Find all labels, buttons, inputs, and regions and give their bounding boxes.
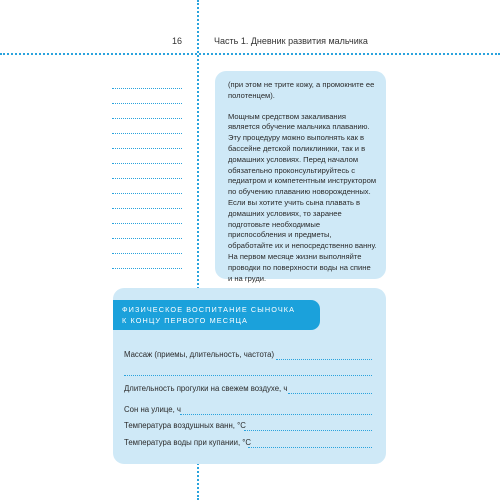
note-line xyxy=(112,103,182,104)
note-line xyxy=(112,178,182,179)
field-label-bath-water-temperature: Температура воды при купании, °С xyxy=(124,438,252,447)
note-line xyxy=(112,88,182,89)
text-paragraph-2: Мощным средством закаливания является обучение мальчика плаванию. Эту процедуру можно выполнять как в бассейне детской поликлиники, так и в домашних условиях. Перед началом обязательно проконсультируйтесь с педиатром и компетентным инструктором по обучению плаванию новорожденных. Если вы хотите учить сына плавать в домашних условиях, то заранее подготовьте необходимые приспособления и предметы, обработайте их и непосредственно ванну. На первом месяце жизни выполняйте проводки по поверхности воды на спине и на груди. xyxy=(228,111,377,283)
field-label-massage: Массаж (приемы, длительность, частота) xyxy=(124,350,275,359)
form-header xyxy=(113,300,320,330)
note-line xyxy=(112,133,182,134)
note-line xyxy=(112,238,182,239)
note-line xyxy=(112,118,182,119)
info-text-box xyxy=(215,71,386,283)
text-paragraph-1: (при этом не трите кожу, а промокните ее полотенцем). xyxy=(228,80,375,100)
note-line xyxy=(112,148,182,149)
field-label-air-bath-temperature: Температура воздушных ванн, °С xyxy=(124,421,246,430)
note-line xyxy=(112,193,182,194)
field-fill-line-walk-duration[interactable] xyxy=(288,393,372,394)
note-line xyxy=(112,163,182,164)
note-line xyxy=(112,268,182,269)
field-fill-line-outdoor-sleep[interactable] xyxy=(180,414,372,415)
note-line xyxy=(112,208,182,209)
field-fill-line-bath-water-temperature[interactable] xyxy=(248,447,372,448)
field-fill-line-massage[interactable] xyxy=(276,359,372,360)
horizontal-dotted-rule xyxy=(0,53,500,55)
running-title: Часть 1. Дневник развития мальчика xyxy=(214,36,368,46)
page-number: 16 xyxy=(172,36,183,46)
field-label-outdoor-sleep: Сон на улице, ч xyxy=(124,405,181,414)
note-line xyxy=(112,223,182,224)
form-header-line-2: К КОНЦУ ПЕРВОГО МЕСЯЦА xyxy=(122,316,248,325)
field-fill-line-massage-extra[interactable] xyxy=(124,375,372,376)
form-header-line-1: ФИЗИЧЕСКОЕ ВОСПИТАНИЕ СЫНОЧКА xyxy=(122,305,296,314)
note-line xyxy=(112,253,182,254)
development-form-panel xyxy=(113,288,386,464)
field-label-walk-duration: Длительность прогулки на свежем воздухе, ч xyxy=(124,384,288,393)
field-fill-line-air-bath-temperature[interactable] xyxy=(244,430,372,431)
